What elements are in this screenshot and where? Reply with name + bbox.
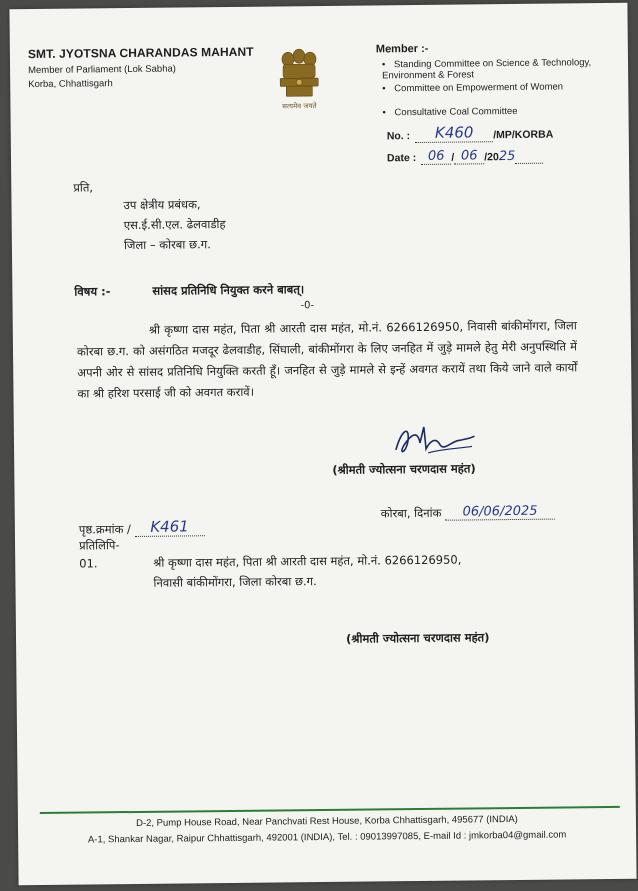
sender-name: SMT. JYOTSNA CHARANDAS MAHANT — [27, 44, 254, 62]
committee-item: • Standing Committee on Science & Technology, Environment & Forest — [381, 57, 592, 82]
letter-page — [9, 3, 636, 885]
emblem-motto: सत्यमेव जयते — [282, 102, 317, 111]
subject-label: विषय :- — [74, 284, 111, 299]
copy-line: निवासी बांकीमोंगरा, जिला कोरबा छ.ग. — [153, 574, 317, 590]
letter-date: Date : 06 / 06 /2025 — [387, 144, 544, 166]
subject-divider: -0- — [300, 300, 315, 312]
recipient-line: एस.ई.सी.एल. ढेलवाडीह — [123, 217, 226, 233]
handwritten-signature-icon — [388, 418, 478, 461]
footer-divider — [40, 806, 620, 814]
footer-address-korba: D-2, Pump House Road, Near Panchvati Rest House, Korba Chhattisgarh, 495677 (INDIA) — [136, 813, 518, 829]
copy-line: श्री कृष्णा दास महंत, पिता श्री आरती दास महंत, मो.नं. 6266126950, — [153, 552, 462, 570]
ref-number: No. : K460 /MP/KORBA — [386, 123, 554, 143]
sender-place: Korba, Chhattisgarh — [28, 78, 113, 91]
to-label: प्रति, — [73, 180, 94, 195]
endorsement-ref: पृष्ठ.क्रमांक / K461 — [79, 517, 205, 537]
copy-label: प्रतिलिपि- — [78, 538, 120, 553]
recipient-line: उप क्षेत्रीय प्रबंधक, — [123, 197, 201, 213]
member-title: Member :- — [375, 42, 429, 56]
signatory-name: (श्रीमती ज्योत्सना चरणदास महंत) — [332, 461, 476, 477]
ref-number-handwritten: K460 — [434, 123, 474, 142]
committee-item: • Consultative Coal Committee — [382, 105, 518, 119]
endorsement-signatory-name: (श्रीमती ज्योत्सना चरणदास महंत) — [345, 630, 490, 646]
sender-role: Member of Parliament (Lok Sabha) — [28, 63, 176, 77]
endorsement-date: कोरबा, दिनांक 06/06/2025 — [381, 504, 555, 522]
copy-number: 01. — [79, 556, 98, 571]
recipient-line: जिला – कोरबा छ.ग. — [123, 237, 211, 253]
committee-item: • Committee on Empowerment of Women — [382, 81, 564, 95]
body-paragraph: श्री कृष्णा दास महंत, पिता श्री आरती दास महंत, मो.नं. 6266126950, निवासी बांकीमोंगरा, जिला कोरबा छ.ग. को असंगठित मजदूर ढेलवाडीह, सिंघाली, बांकीमोंगरा के लिए जनहित में जुड़े मामले हेतु मेरी अनुपस्थिति में अपनी ओर से सांसद प्रतिनिधि नियुक्ति करती हूँ। जनहित से जुड़े मामले से इन्हें अवगत करायें तथा किये जाने वाले कार्यों का श्री हरिश परसाई जी को अवगत करावें। — [76, 318, 578, 401]
footer-address-raipur: A-1, Shankar Nagar, Raipur Chhattisgarh, 492001 (INDIA), Tel. : 09013997085, E-mail Id : jmkorba04@gmail.com — [87, 829, 567, 846]
subject-text: सांसद प्रतिनिधि नियुक्त करने बाबत्। — [152, 282, 305, 298]
